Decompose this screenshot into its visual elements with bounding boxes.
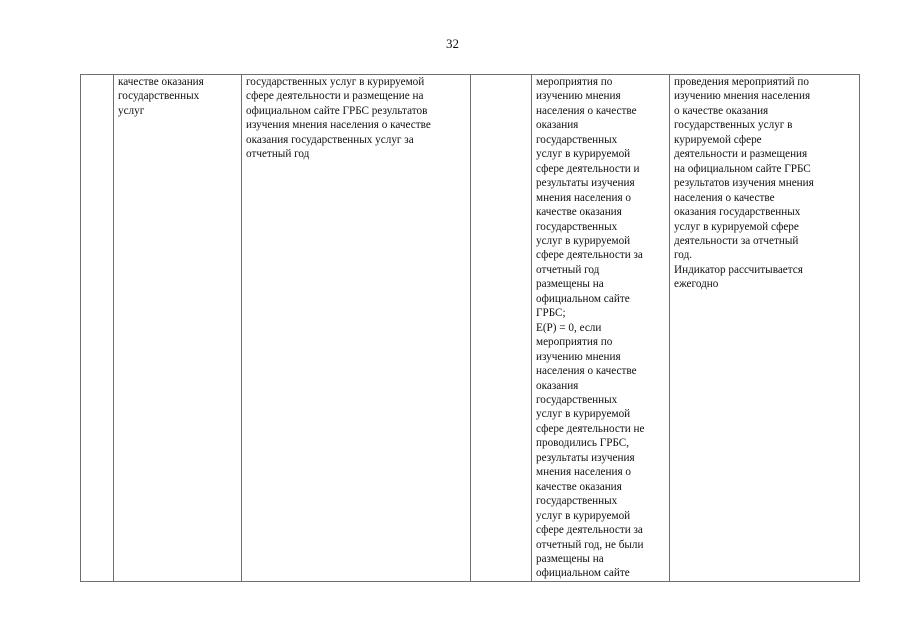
table-row — [81, 75, 860, 582]
table-cell-indicator-name: качестве оказания государственных услуг — [114, 75, 242, 582]
table-cell-calculation-formula: мероприятия по изучению мнения населения о качестве оказания государственных услуг в курируемой сфере деятельности и результаты изучения мнения населения о качестве оказания государственных услуг в курируемой сфере деятельности за отчетный год размещены на официальном сайте ГРБС; E(P) = 0, если мероприятия по изучению мнения населения о качестве оказания государственных услуг в курируемой сфере деятельности не проводились ГРБС, результаты изучения мнения населения о качестве оказания государственных услуг в курируемой сфере деятельности за отчетный год, не были размещены на официальном сайте — [532, 75, 670, 582]
table-cell-indicator-description: государственных услуг в курируемой сфере деятельности и размещение на официальном сайте ГРБС результатов изучения мнения населения о качестве оказания государственных услуг за отчетный год — [242, 75, 471, 582]
page-number: 32 — [446, 36, 459, 51]
table-cell-unit — [471, 75, 532, 582]
table-cell-number — [81, 75, 114, 582]
indicator-table — [80, 74, 860, 582]
table-cell-comment: проведения мероприятий по изучению мнения населения о качестве оказания государственных услуг в курируемой сфере деятельности и размещения на официальном сайте ГРБС результатов изучения мнения населения о качестве оказания государственных услуг в курируемой сфере деятельности за отчетный год. Индикатор рассчитывается ежегодно — [670, 75, 860, 582]
